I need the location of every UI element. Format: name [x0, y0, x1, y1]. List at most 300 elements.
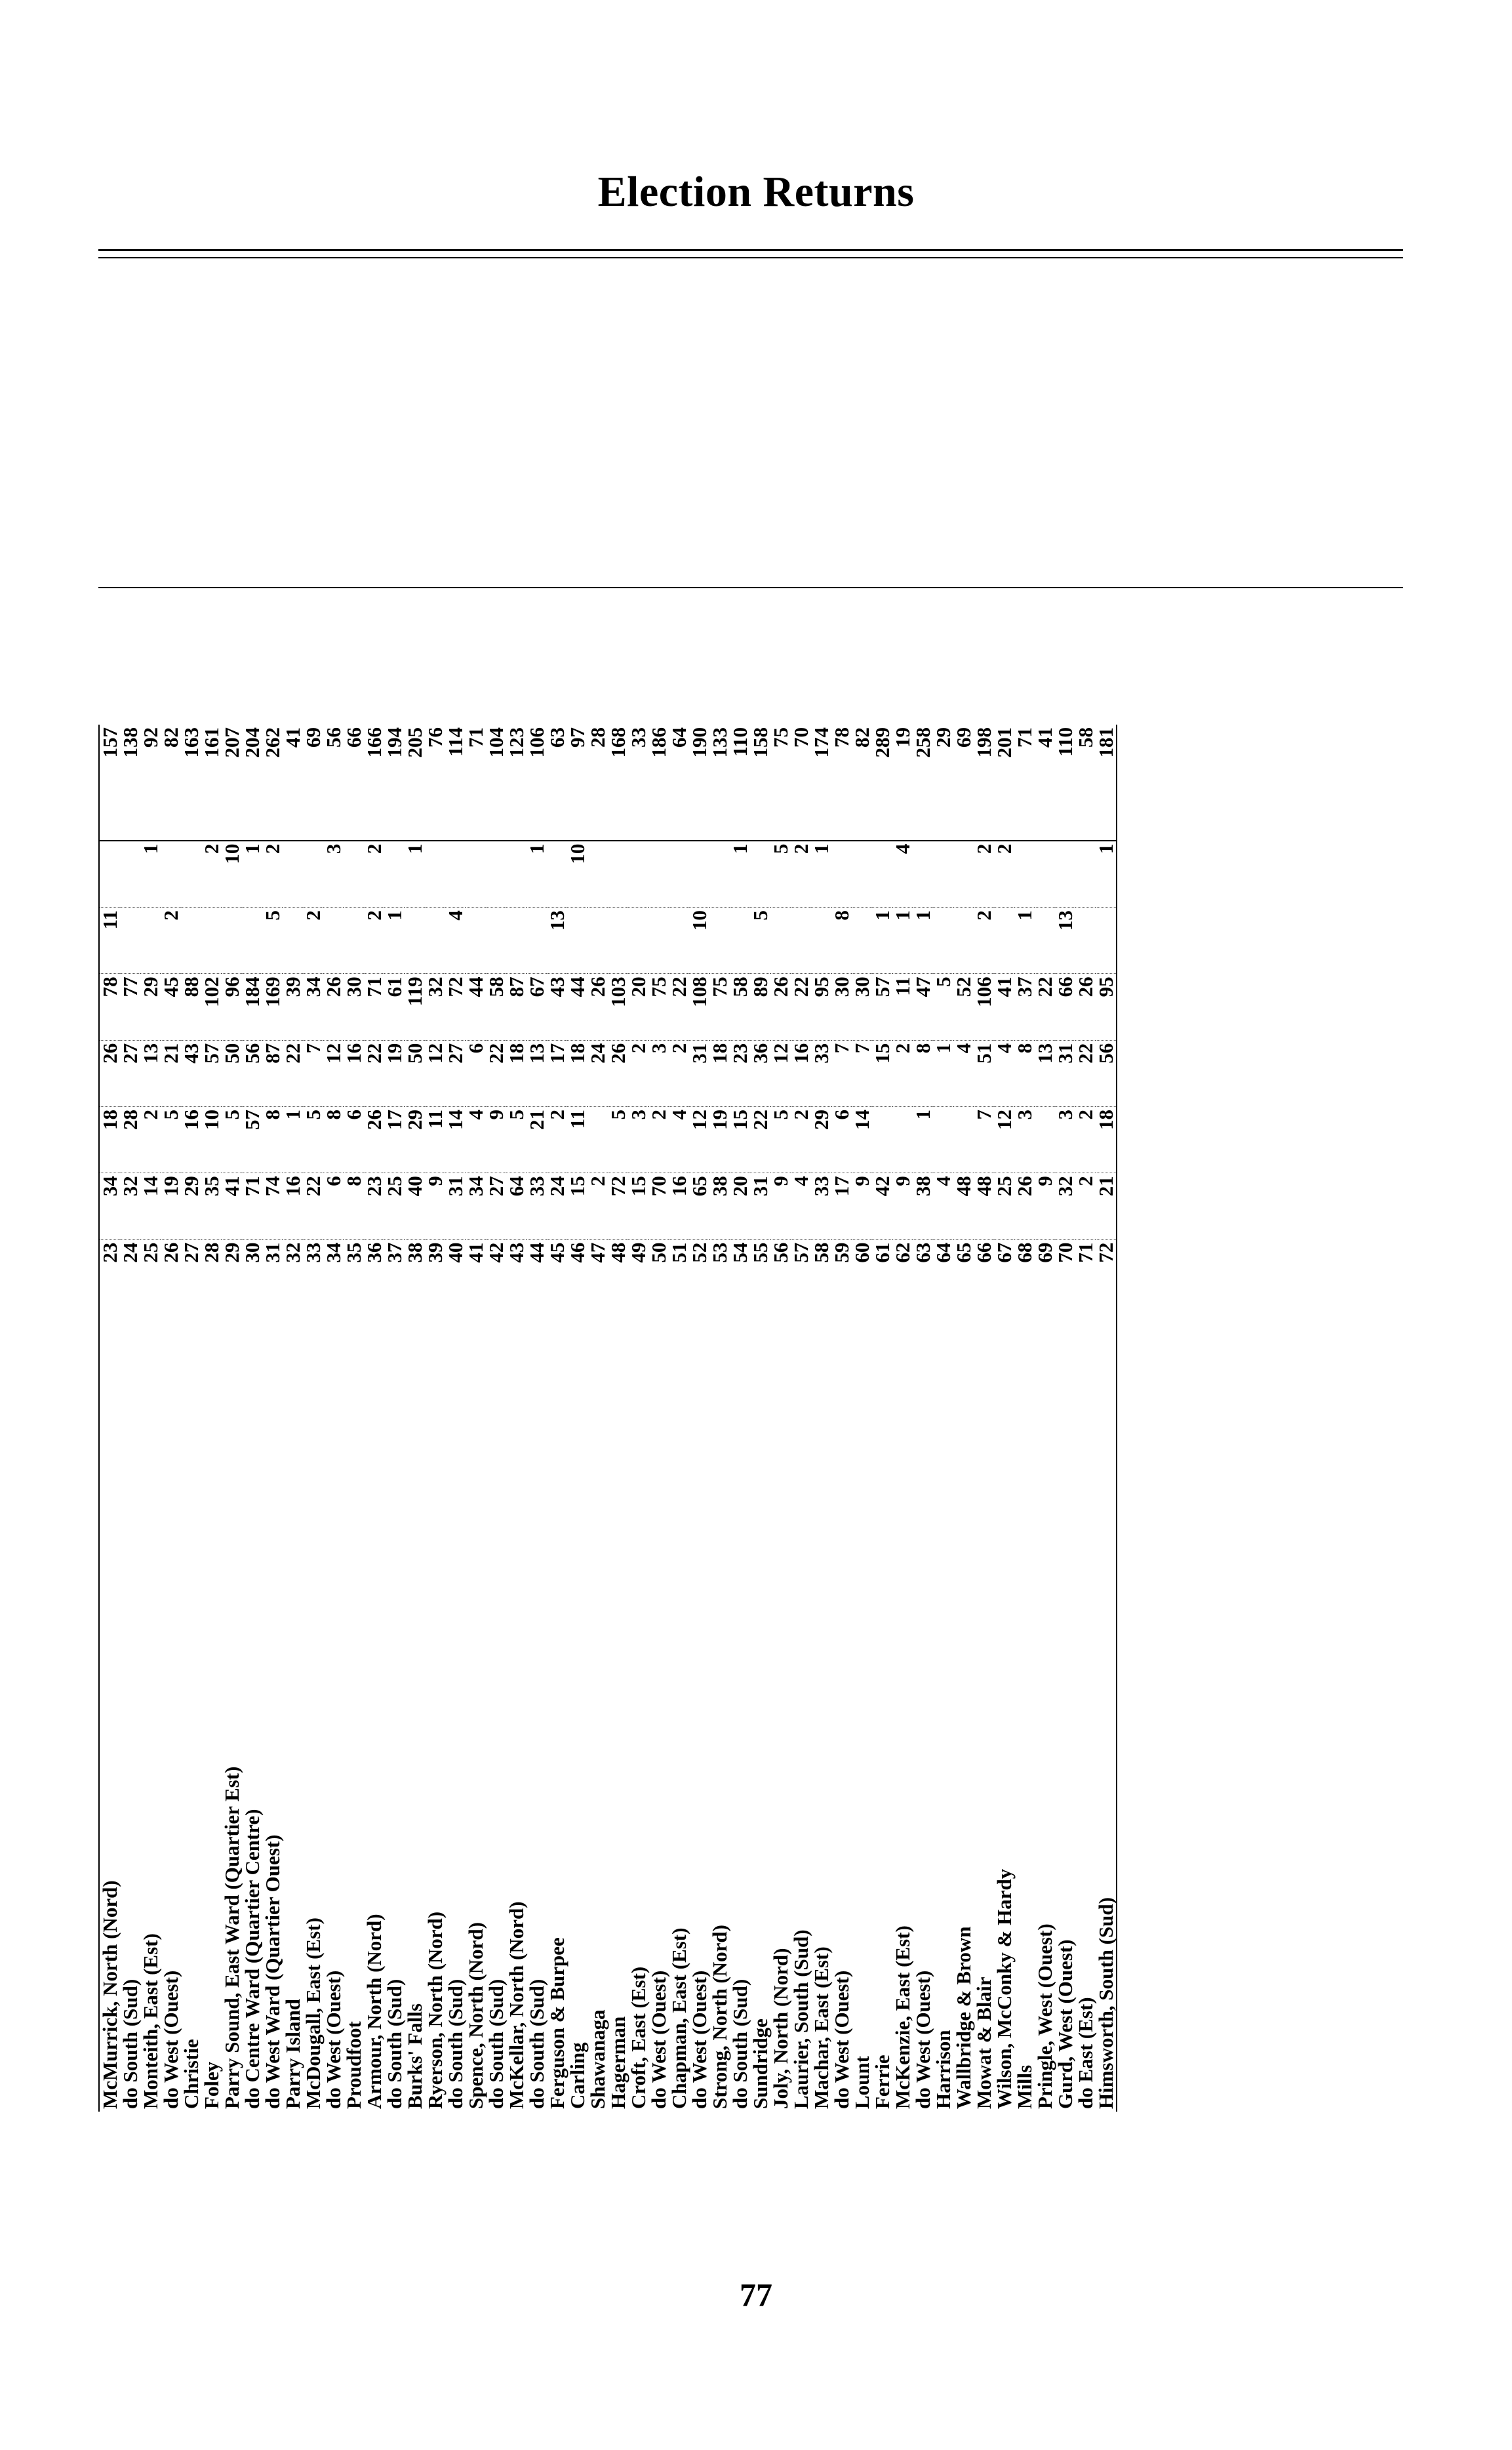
voters-total: 186	[648, 725, 669, 841]
vote-count-1: 19	[161, 1173, 181, 1239]
polling-place-name: Lount	[850, 2056, 873, 2109]
polling-place-name: do West (Ouest)	[647, 1970, 670, 2109]
voters-total: 64	[669, 725, 689, 841]
vote-subtotal: 95	[811, 974, 831, 1040]
vote-subtotal: 67	[527, 974, 547, 1040]
vote-count-6: 1	[140, 841, 161, 908]
vote-count-2: 1	[283, 1107, 303, 1173]
vote-count-3: 2	[628, 1040, 648, 1106]
voters-total: 168	[608, 725, 628, 841]
vote-count-6	[506, 841, 527, 908]
vote-subtotal: 58	[730, 974, 750, 1040]
voters-total: 104	[486, 725, 506, 841]
table-row	[608, 725, 628, 2112]
vote-subtotal: 108	[689, 974, 709, 1040]
vote-count-5	[648, 908, 669, 974]
vote-count-6: 1	[1096, 841, 1117, 908]
voters-total: 201	[994, 725, 1014, 841]
table-row	[791, 725, 811, 2112]
table-row	[648, 725, 669, 2112]
polling-place-name: Sundridge	[749, 2018, 772, 2109]
voters-total: 33	[628, 725, 648, 841]
vote-count-1: 65	[689, 1173, 709, 1239]
voters-total: 133	[709, 725, 730, 841]
table-row	[1075, 725, 1096, 2112]
vote-count-5: 8	[831, 908, 852, 974]
table-row	[445, 725, 466, 2112]
vote-count-6: 1	[811, 841, 831, 908]
vote-count-6: 2	[974, 841, 994, 908]
vote-count-3: 8	[1014, 1040, 1035, 1106]
vote-count-6	[689, 841, 709, 908]
vote-count-2: 12	[689, 1107, 709, 1173]
polling-place-name: McKellar, North (Nord)	[505, 1901, 528, 2109]
poll-number: 65	[952, 1242, 975, 1263]
vote-count-2: 4	[466, 1107, 486, 1173]
table-row	[161, 725, 181, 2112]
vote-count-1: 38	[709, 1173, 730, 1239]
poll-number: 46	[566, 1242, 589, 1263]
vote-count-3: 17	[547, 1040, 567, 1106]
vote-subtotal: 34	[303, 974, 323, 1040]
table-row	[344, 725, 364, 2112]
vote-count-5: 2	[364, 908, 384, 974]
vote-count-5	[730, 908, 750, 974]
vote-count-6	[750, 841, 770, 908]
voters-total: 114	[445, 725, 466, 841]
vote-count-2: 2	[648, 1107, 669, 1173]
vote-count-6	[1055, 841, 1075, 908]
voters-total: 28	[587, 725, 608, 841]
table-row	[933, 725, 953, 2112]
vote-count-3: 27	[445, 1040, 466, 1106]
poll-number: 37	[383, 1242, 406, 1263]
poll-number: 29	[220, 1242, 243, 1263]
vote-count-3: 3	[648, 1040, 669, 1106]
vote-count-3: 57	[201, 1040, 222, 1106]
vote-count-3: 13	[527, 1040, 547, 1106]
voters-total: 207	[222, 725, 242, 841]
polling-place-name: Ferrie	[871, 2055, 894, 2109]
poll-number: 69	[1033, 1242, 1056, 1263]
vote-count-5: 2	[974, 908, 994, 974]
poll-number: 70	[1054, 1242, 1077, 1263]
vote-count-5	[486, 908, 506, 974]
vote-count-2: 5	[506, 1107, 527, 1173]
vote-count-3: 19	[384, 1040, 405, 1106]
vote-count-3: 12	[770, 1040, 791, 1106]
vote-subtotal: 45	[161, 974, 181, 1040]
vote-count-6: 2	[791, 841, 811, 908]
vote-count-6	[587, 841, 608, 908]
table-row	[892, 725, 913, 2112]
polling-place-name: Laurier, South (Sud)	[789, 1929, 812, 2109]
vote-count-3: 18	[709, 1040, 730, 1106]
voters-total: 71	[1014, 725, 1035, 841]
vote-subtotal: 71	[364, 974, 384, 1040]
polling-place-name: do South (Sud)	[119, 1978, 142, 2109]
vote-count-2: 15	[730, 1107, 750, 1173]
voters-total: 181	[1096, 725, 1117, 841]
vote-count-6	[608, 841, 628, 908]
voters-total: 66	[344, 725, 364, 841]
vote-subtotal: 29	[140, 974, 161, 1040]
table-row	[486, 725, 506, 2112]
vote-count-3: 56	[1096, 1040, 1117, 1106]
voters-total: 82	[852, 725, 872, 841]
voters-total: 76	[425, 725, 445, 841]
vote-count-3: 15	[872, 1040, 892, 1106]
table-row	[872, 725, 892, 2112]
polling-place-name: Pringle, West (Ouest)	[1033, 1923, 1056, 2109]
voters-total: 158	[750, 725, 770, 841]
vote-count-3: 4	[953, 1040, 974, 1106]
poll-number: 59	[830, 1242, 853, 1263]
polling-place-name: do West (Ouest)	[830, 1970, 853, 2109]
vote-count-2: 14	[445, 1107, 466, 1173]
table-row	[425, 725, 445, 2112]
table-row	[750, 725, 770, 2112]
vote-count-2	[587, 1107, 608, 1173]
voters-total: 174	[811, 725, 831, 841]
vote-count-3: 8	[913, 1040, 933, 1106]
vote-count-6	[933, 841, 953, 908]
table-row	[222, 725, 242, 2112]
vote-subtotal: 77	[120, 974, 140, 1040]
poll-number: 42	[485, 1242, 507, 1263]
vote-count-1: 2	[587, 1173, 608, 1239]
vote-subtotal: 26	[587, 974, 608, 1040]
vote-count-1: 20	[730, 1173, 750, 1239]
vote-count-2: 14	[852, 1107, 872, 1173]
vote-subtotal: 41	[994, 974, 1014, 1040]
vote-subtotal: 102	[201, 974, 222, 1040]
vote-count-3: 2	[892, 1040, 913, 1106]
vote-subtotal: 184	[242, 974, 262, 1040]
polling-place-name: Parry Island	[281, 1999, 304, 2109]
vote-subtotal: 11	[892, 974, 913, 1040]
vote-count-3: 22	[1075, 1040, 1096, 1106]
vote-count-6: 1	[242, 841, 262, 908]
polling-place-name: Mowat & Blair	[972, 1977, 995, 2109]
polling-place-name: do South (Sud)	[444, 1978, 467, 2109]
vote-count-6: 10	[567, 841, 587, 908]
poll-number: 68	[1013, 1242, 1036, 1263]
vote-subtotal: 119	[405, 974, 425, 1040]
top-rule	[98, 249, 1403, 251]
vote-count-2: 21	[527, 1107, 547, 1173]
table-row	[384, 725, 405, 2112]
vote-count-2: 2	[791, 1107, 811, 1173]
voters-total: 58	[1075, 725, 1096, 841]
vote-subtotal: 87	[506, 974, 527, 1040]
vote-count-2	[953, 1107, 974, 1173]
poll-number: 43	[505, 1242, 528, 1263]
vote-count-6	[852, 841, 872, 908]
vote-count-3: 22	[283, 1040, 303, 1106]
vote-count-1: 15	[567, 1173, 587, 1239]
vote-count-5	[1075, 908, 1096, 974]
vote-count-5	[709, 908, 730, 974]
vote-count-3: 4	[994, 1040, 1014, 1106]
polling-place-name: do South (Sud)	[728, 1978, 751, 2109]
vote-count-1: 25	[384, 1173, 405, 1239]
poll-number: 48	[607, 1242, 629, 1263]
vote-count-1: 33	[527, 1173, 547, 1239]
vote-count-6: 10	[222, 841, 242, 908]
vote-subtotal: 89	[750, 974, 770, 1040]
vote-count-2: 1	[913, 1107, 933, 1173]
poll-number: 50	[647, 1242, 670, 1263]
polling-place-name: Gurd, West (Ouest)	[1054, 1939, 1077, 2109]
vote-count-5	[201, 908, 222, 974]
poll-number: 71	[1074, 1242, 1097, 1263]
table-row	[466, 725, 486, 2112]
vote-count-5: 13	[547, 908, 567, 974]
voters-total: 198	[974, 725, 994, 841]
vote-count-2: 11	[425, 1107, 445, 1173]
vote-count-1: 2	[1075, 1173, 1096, 1239]
table-row	[405, 725, 425, 2112]
voters-total: 157	[99, 725, 120, 841]
vote-count-5	[120, 908, 140, 974]
vote-count-1: 22	[303, 1173, 323, 1239]
vote-count-2	[933, 1107, 953, 1173]
table-row	[303, 725, 323, 2112]
vote-count-1: 34	[99, 1173, 120, 1239]
polling-place-name: Parry Sound, East Ward (Quartier Est)	[220, 1766, 243, 2109]
vote-count-3: 18	[506, 1040, 527, 1106]
voters-total: 63	[547, 725, 567, 841]
table-row	[628, 725, 648, 2112]
poll-number: 36	[363, 1242, 386, 1263]
vote-count-6	[831, 841, 852, 908]
vote-count-1: 32	[120, 1173, 140, 1239]
table-row	[262, 725, 283, 2112]
vote-count-6	[344, 841, 364, 908]
vote-count-2: 2	[547, 1107, 567, 1173]
vote-count-3: 2	[669, 1040, 689, 1106]
poll-number: 55	[749, 1242, 772, 1263]
vote-count-1: 6	[323, 1173, 344, 1239]
vote-count-5	[140, 908, 161, 974]
vote-count-5	[242, 908, 262, 974]
vote-count-5: 1	[872, 908, 892, 974]
polling-place-name: do East (Est)	[1074, 1997, 1097, 2109]
vote-subtotal: 61	[384, 974, 405, 1040]
vote-count-3: 56	[242, 1040, 262, 1106]
vote-count-1: 71	[242, 1173, 262, 1239]
vote-count-5: 11	[99, 908, 120, 974]
poll-number: 31	[261, 1242, 284, 1263]
voters-total: 194	[384, 725, 405, 841]
poll-number: 64	[932, 1242, 955, 1263]
vote-count-3: 1	[933, 1040, 953, 1106]
vote-subtotal: 75	[709, 974, 730, 1040]
polling-place-name: Machar, East (Est)	[810, 1946, 833, 2109]
vote-count-5	[628, 908, 648, 974]
vote-subtotal: 20	[628, 974, 648, 1040]
poll-number: 58	[810, 1242, 833, 1263]
vote-subtotal: 78	[99, 974, 120, 1040]
poll-number: 27	[180, 1242, 203, 1263]
voters-total: 82	[161, 725, 181, 841]
table-row	[547, 725, 567, 2112]
vote-count-3: 26	[99, 1040, 120, 1106]
vote-count-1: 8	[344, 1173, 364, 1239]
voters-total: 97	[567, 725, 587, 841]
polling-place-name: Shawanaga	[586, 2009, 609, 2109]
vote-count-2: 6	[344, 1107, 364, 1173]
vote-count-6	[425, 841, 445, 908]
table-row	[1096, 725, 1117, 2112]
voters-total: 205	[405, 725, 425, 841]
vote-count-1: 16	[283, 1173, 303, 1239]
polling-place-name: Foley	[200, 2061, 223, 2109]
vote-subtotal: 44	[567, 974, 587, 1040]
vote-subtotal: 39	[283, 974, 303, 1040]
voters-total: 41	[1035, 725, 1055, 841]
poll-number: 34	[322, 1242, 345, 1263]
vote-count-3: 21	[161, 1040, 181, 1106]
vote-count-6	[669, 841, 689, 908]
vote-count-5: 1	[913, 908, 933, 974]
page-title: Election Returns	[597, 168, 915, 216]
poll-number: 72	[1096, 1239, 1117, 1314]
vote-count-6: 1	[405, 841, 425, 908]
voters-total: 138	[120, 725, 140, 841]
vote-count-1: 40	[405, 1173, 425, 1239]
vote-count-2: 19	[709, 1107, 730, 1173]
vote-count-1: 31	[445, 1173, 466, 1239]
vote-subtotal: 30	[852, 974, 872, 1040]
voters-total: 69	[303, 725, 323, 841]
vote-count-1: 24	[547, 1173, 567, 1239]
poll-number: 26	[159, 1242, 182, 1263]
vote-count-3: 7	[852, 1040, 872, 1106]
vote-count-2: 18	[99, 1107, 120, 1173]
vote-subtotal: 47	[913, 974, 933, 1040]
vote-count-1: 9	[892, 1173, 913, 1239]
voters-total: 70	[791, 725, 811, 841]
vote-count-3: 12	[425, 1040, 445, 1106]
vote-count-1: 27	[486, 1173, 506, 1239]
table-row	[669, 725, 689, 2112]
voters-total: 56	[323, 725, 344, 841]
page-number: 77	[740, 2276, 772, 2313]
poll-number: 62	[891, 1242, 914, 1263]
table-row	[201, 725, 222, 2112]
vote-subtotal: 57	[872, 974, 892, 1040]
table-row	[567, 725, 587, 2112]
vote-count-2: 18	[1096, 1107, 1117, 1173]
vote-count-5	[181, 908, 201, 974]
vote-count-3: 50	[222, 1040, 242, 1106]
vote-count-1: 70	[648, 1173, 669, 1239]
vote-count-1: 4	[791, 1173, 811, 1239]
vote-count-2	[872, 1107, 892, 1173]
vote-count-3: 18	[567, 1040, 587, 1106]
vote-count-6: 1	[527, 841, 547, 908]
voters-total: 161	[201, 725, 222, 841]
table-row	[323, 725, 344, 2112]
poll-number: 41	[464, 1242, 487, 1263]
vote-subtotal: 75	[648, 974, 669, 1040]
polling-place-name: Strong, North (Nord)	[708, 1925, 731, 2109]
poll-number: 53	[708, 1242, 731, 1263]
vote-count-5	[933, 908, 953, 974]
vote-count-2: 16	[181, 1107, 201, 1173]
vote-count-2	[892, 1107, 913, 1173]
vote-count-3: 31	[689, 1040, 709, 1106]
vote-count-3: 27	[120, 1040, 140, 1106]
table-row	[242, 725, 262, 2112]
vote-count-1: 31	[750, 1173, 770, 1239]
election-returns-table	[98, 725, 1117, 2112]
vote-count-1: 9	[425, 1173, 445, 1239]
vote-count-2: 26	[364, 1107, 384, 1173]
vote-count-6: 2	[262, 841, 283, 908]
vote-count-5	[567, 908, 587, 974]
poll-number: 51	[667, 1242, 690, 1263]
vote-count-3: 22	[364, 1040, 384, 1106]
vote-count-2: 8	[323, 1107, 344, 1173]
vote-count-6: 4	[892, 841, 913, 908]
vote-count-1: 21	[1096, 1173, 1117, 1239]
table-row	[994, 725, 1014, 2112]
vote-count-1: 17	[831, 1173, 852, 1239]
vote-count-5	[791, 908, 811, 974]
vote-count-6	[547, 841, 567, 908]
table-row	[1035, 725, 1055, 2112]
table-row	[364, 725, 384, 2112]
voters-total: 110	[1055, 725, 1075, 841]
vote-count-5	[527, 908, 547, 974]
vote-count-1: 25	[994, 1173, 1014, 1239]
poll-number: 52	[688, 1242, 711, 1263]
voters-total: 289	[872, 725, 892, 841]
vote-count-2: 29	[811, 1107, 831, 1173]
vote-count-1: 48	[974, 1173, 994, 1239]
vote-count-6: 2	[364, 841, 384, 908]
polling-place-name: Christie	[180, 2039, 203, 2109]
voters-total: 71	[466, 725, 486, 841]
voters-total: 75	[770, 725, 791, 841]
vote-count-2: 29	[405, 1107, 425, 1173]
vote-count-5	[425, 908, 445, 974]
polling-place-name: Wilson, McConky & Hardy	[993, 1868, 1016, 2109]
table-row	[852, 725, 872, 2112]
vote-count-5	[669, 908, 689, 974]
vote-count-6: 2	[201, 841, 222, 908]
polling-place-name: do Centre Ward (Quartier Centre)	[241, 1809, 264, 2109]
vote-count-5: 5	[750, 908, 770, 974]
vote-subtotal: 26	[1075, 974, 1096, 1040]
vote-count-1: 33	[811, 1173, 831, 1239]
vote-count-6	[486, 841, 506, 908]
vote-count-1: 23	[364, 1173, 384, 1239]
vote-subtotal: 5	[933, 974, 953, 1040]
voters-total: 110	[730, 725, 750, 841]
vote-subtotal: 88	[181, 974, 201, 1040]
table-row	[1014, 725, 1035, 2112]
vote-count-6	[283, 841, 303, 908]
vote-count-5: 4	[445, 908, 466, 974]
table-row	[99, 725, 120, 2112]
table-row	[140, 725, 161, 2112]
vote-subtotal: 52	[953, 974, 974, 1040]
vote-count-1: 41	[222, 1173, 242, 1239]
